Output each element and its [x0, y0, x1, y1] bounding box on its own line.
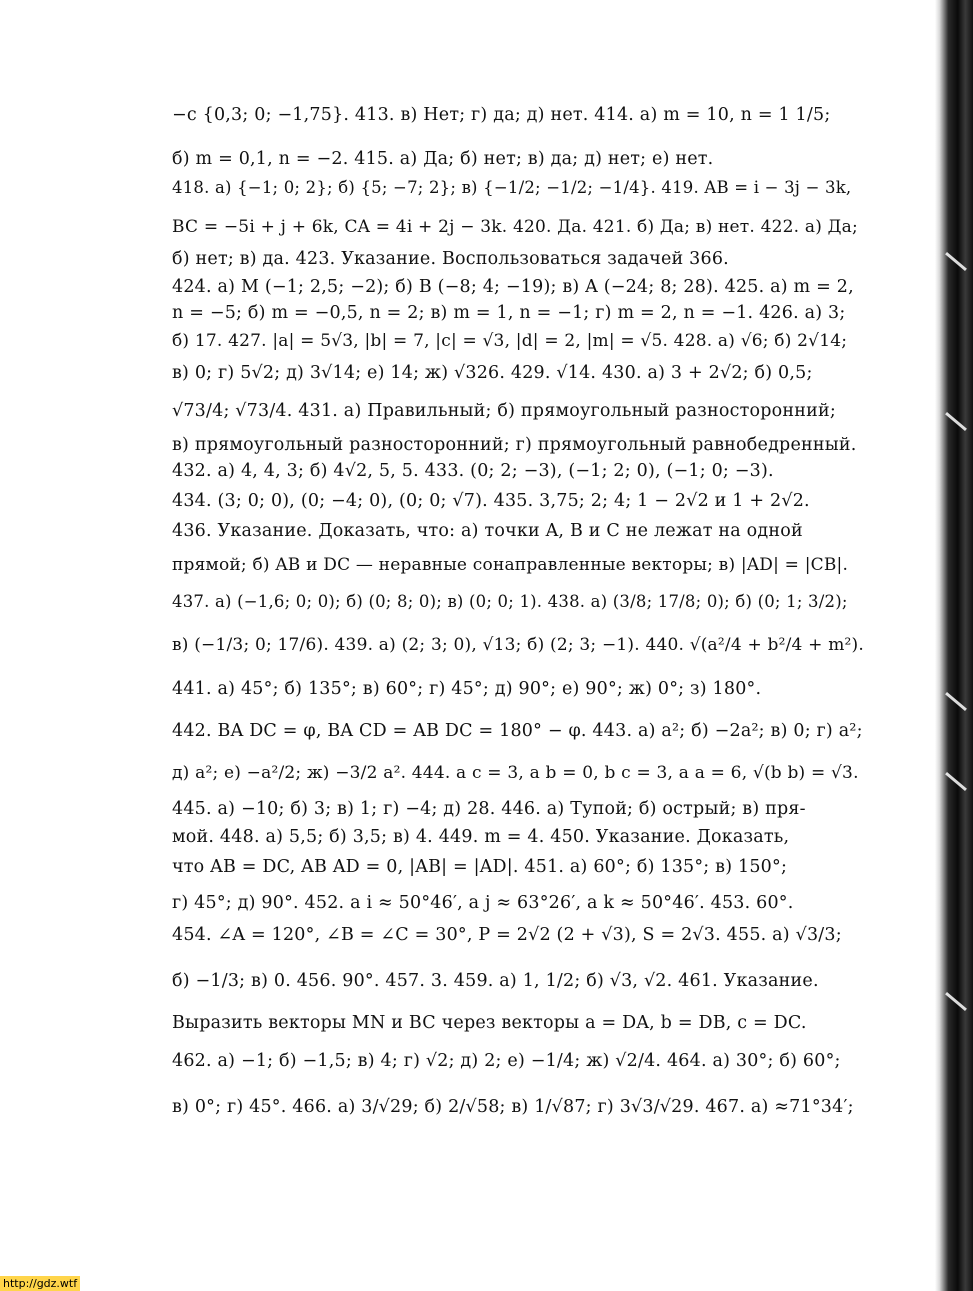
answer-line-24: г) 45°; д) 90°. 452. a i ≈ 50°46′, a j ≈ 63°26′, a k ≈ 50°46′. 453. 60°. — [172, 893, 794, 913]
answer-line-17: в) (−1/3; 0; 17/6). 439. а) (2; 3; 0), √13; б) (2; 3; −1). 440. √(a²/4 + b²/4 + m²). — [172, 635, 864, 655]
answer-line-18: 441. а) 45°; б) 135°; в) 60°; г) 45°; д) 90°; е) 90°; ж) 0°; з) 180°. — [172, 679, 762, 699]
answer-line-11: в) прямоугольный разносторонний; г) прямоугольный равнобедренный. — [172, 435, 857, 455]
answer-line-10: √73/4; √73/4. 431. а) Правильный; б) прямоугольный разносторонний; — [172, 401, 836, 421]
answer-line-12: 432. а) 4, 4, 3; б) 4√2, 5, 5. 433. (0; 2; −3), (−1; 2; 0), (−1; 0; −3). — [172, 461, 774, 481]
answer-line-23: что AB = DC, AB AD = 0, |AB| = |AD|. 451. а) 60°; б) 135°; в) 150°; — [172, 857, 788, 877]
answer-line-19: 442. BA DC = φ, BA CD = AB DC = 180° − φ. 443. а) a²; б) −2a²; в) 0; г) a²; — [172, 721, 863, 741]
source-watermark-link[interactable]: http://gdz.wtf — [0, 1276, 80, 1291]
scan-binding-edge — [935, 0, 973, 1291]
answer-line-4: BC = −5i + j + 6k, CA = 4i + 2j − 3k. 420. Да. 421. б) Да; в) нет. 422. а) Да; — [172, 217, 858, 237]
answer-line-9: в) 0; г) 5√2; д) 3√14; е) 14; ж) √326. 429. √14. 430. а) 3 + 2√2; б) 0,5; — [172, 363, 813, 383]
answer-line-21: 445. а) −10; б) 3; в) 1; г) −4; д) 28. 446. а) Тупой; б) острый; в) пря- — [172, 799, 806, 819]
answer-line-27: Выразить векторы MN и BC через векторы a = DA, b = DB, c = DC. — [172, 1013, 807, 1033]
answer-line-26: б) −1/3; в) 0. 456. 90°. 457. 3. 459. а) 1, 1/2; б) √3, √2. 461. Указание. — [172, 971, 819, 991]
answer-line-28: 462. а) −1; б) −1,5; в) 4; г) √2; д) 2; е) −1/4; ж) √2/4. 464. а) 30°; б) 60°; — [172, 1051, 841, 1071]
answer-line-5: б) нет; в) да. 423. Указание. Воспользоваться задачей 366. — [172, 249, 729, 269]
answer-line-2: б) m = 0,1, n = −2. 415. а) Да; б) нет; в) да; д) нет; е) нет. — [172, 149, 714, 169]
answer-line-22: мой. 448. а) 5,5; б) 3,5; в) 4. 449. m = 4. 450. Указание. Доказать, — [172, 827, 790, 847]
answer-line-16: 437. а) (−1,6; 0; 0); б) (0; 8; 0); в) (0; 0; 1). 438. а) (3/8; 17/8; 0); б) (0; 1; 3/2); — [172, 591, 848, 611]
answer-line-14: 436. Указание. Доказать, что: а) точки A, B и C не лежат на одной — [172, 521, 803, 541]
answer-line-29: в) 0°; г) 45°. 466. а) 3/√29; б) 2/√58; в) 1/√87; г) 3√3/√29. 467. а) ≈71°34′; — [172, 1097, 854, 1117]
answer-line-8: б) 17. 427. |a| = 5√3, |b| = 7, |c| = √3, |d| = 2, |m| = √5. 428. а) √6; б) 2√14; — [172, 331, 848, 351]
answer-line-13: 434. (3; 0; 0), (0; −4; 0), (0; 0; √7). 435. 3,75; 2; 4; 1 − 2√2 и 1 + 2√2. — [172, 491, 810, 511]
answer-line-1: −c {0,3; 0; −1,75}. 413. в) Нет; г) да; д) нет. 414. а) m = 10, n = 1 1/5; — [172, 105, 831, 125]
answer-line-20: д) a²; е) −a²/2; ж) −3/2 a². 444. a c = 3, a b = 0, b c = 3, a a = 6, √(b b) = √3. — [172, 763, 859, 783]
answer-line-15: прямой; б) AB и DC — неравные сонаправленные векторы; в) |AD| = |CB|. — [172, 555, 849, 575]
answer-line-3: 418. а) {−1; 0; 2}; б) {5; −7; 2}; в) {−1/2; −1/2; −1/4}. 419. AB = i − 3j − 3k, — [172, 177, 852, 197]
answer-line-7: n = −5; б) m = −0,5, n = 2; в) m = 1, n = −1; г) m = 2, n = −1. 426. а) 3; — [172, 303, 846, 323]
answer-line-25: 454. ∠A = 120°, ∠B = ∠C = 30°, P = 2√2 (2 + √3), S = 2√3. 455. а) √3/3; — [172, 925, 842, 945]
answer-line-6: 424. а) M (−1; 2,5; −2); б) B (−8; 4; −19); в) A (−24; 8; 28). 425. а) m = 2, — [172, 277, 854, 297]
